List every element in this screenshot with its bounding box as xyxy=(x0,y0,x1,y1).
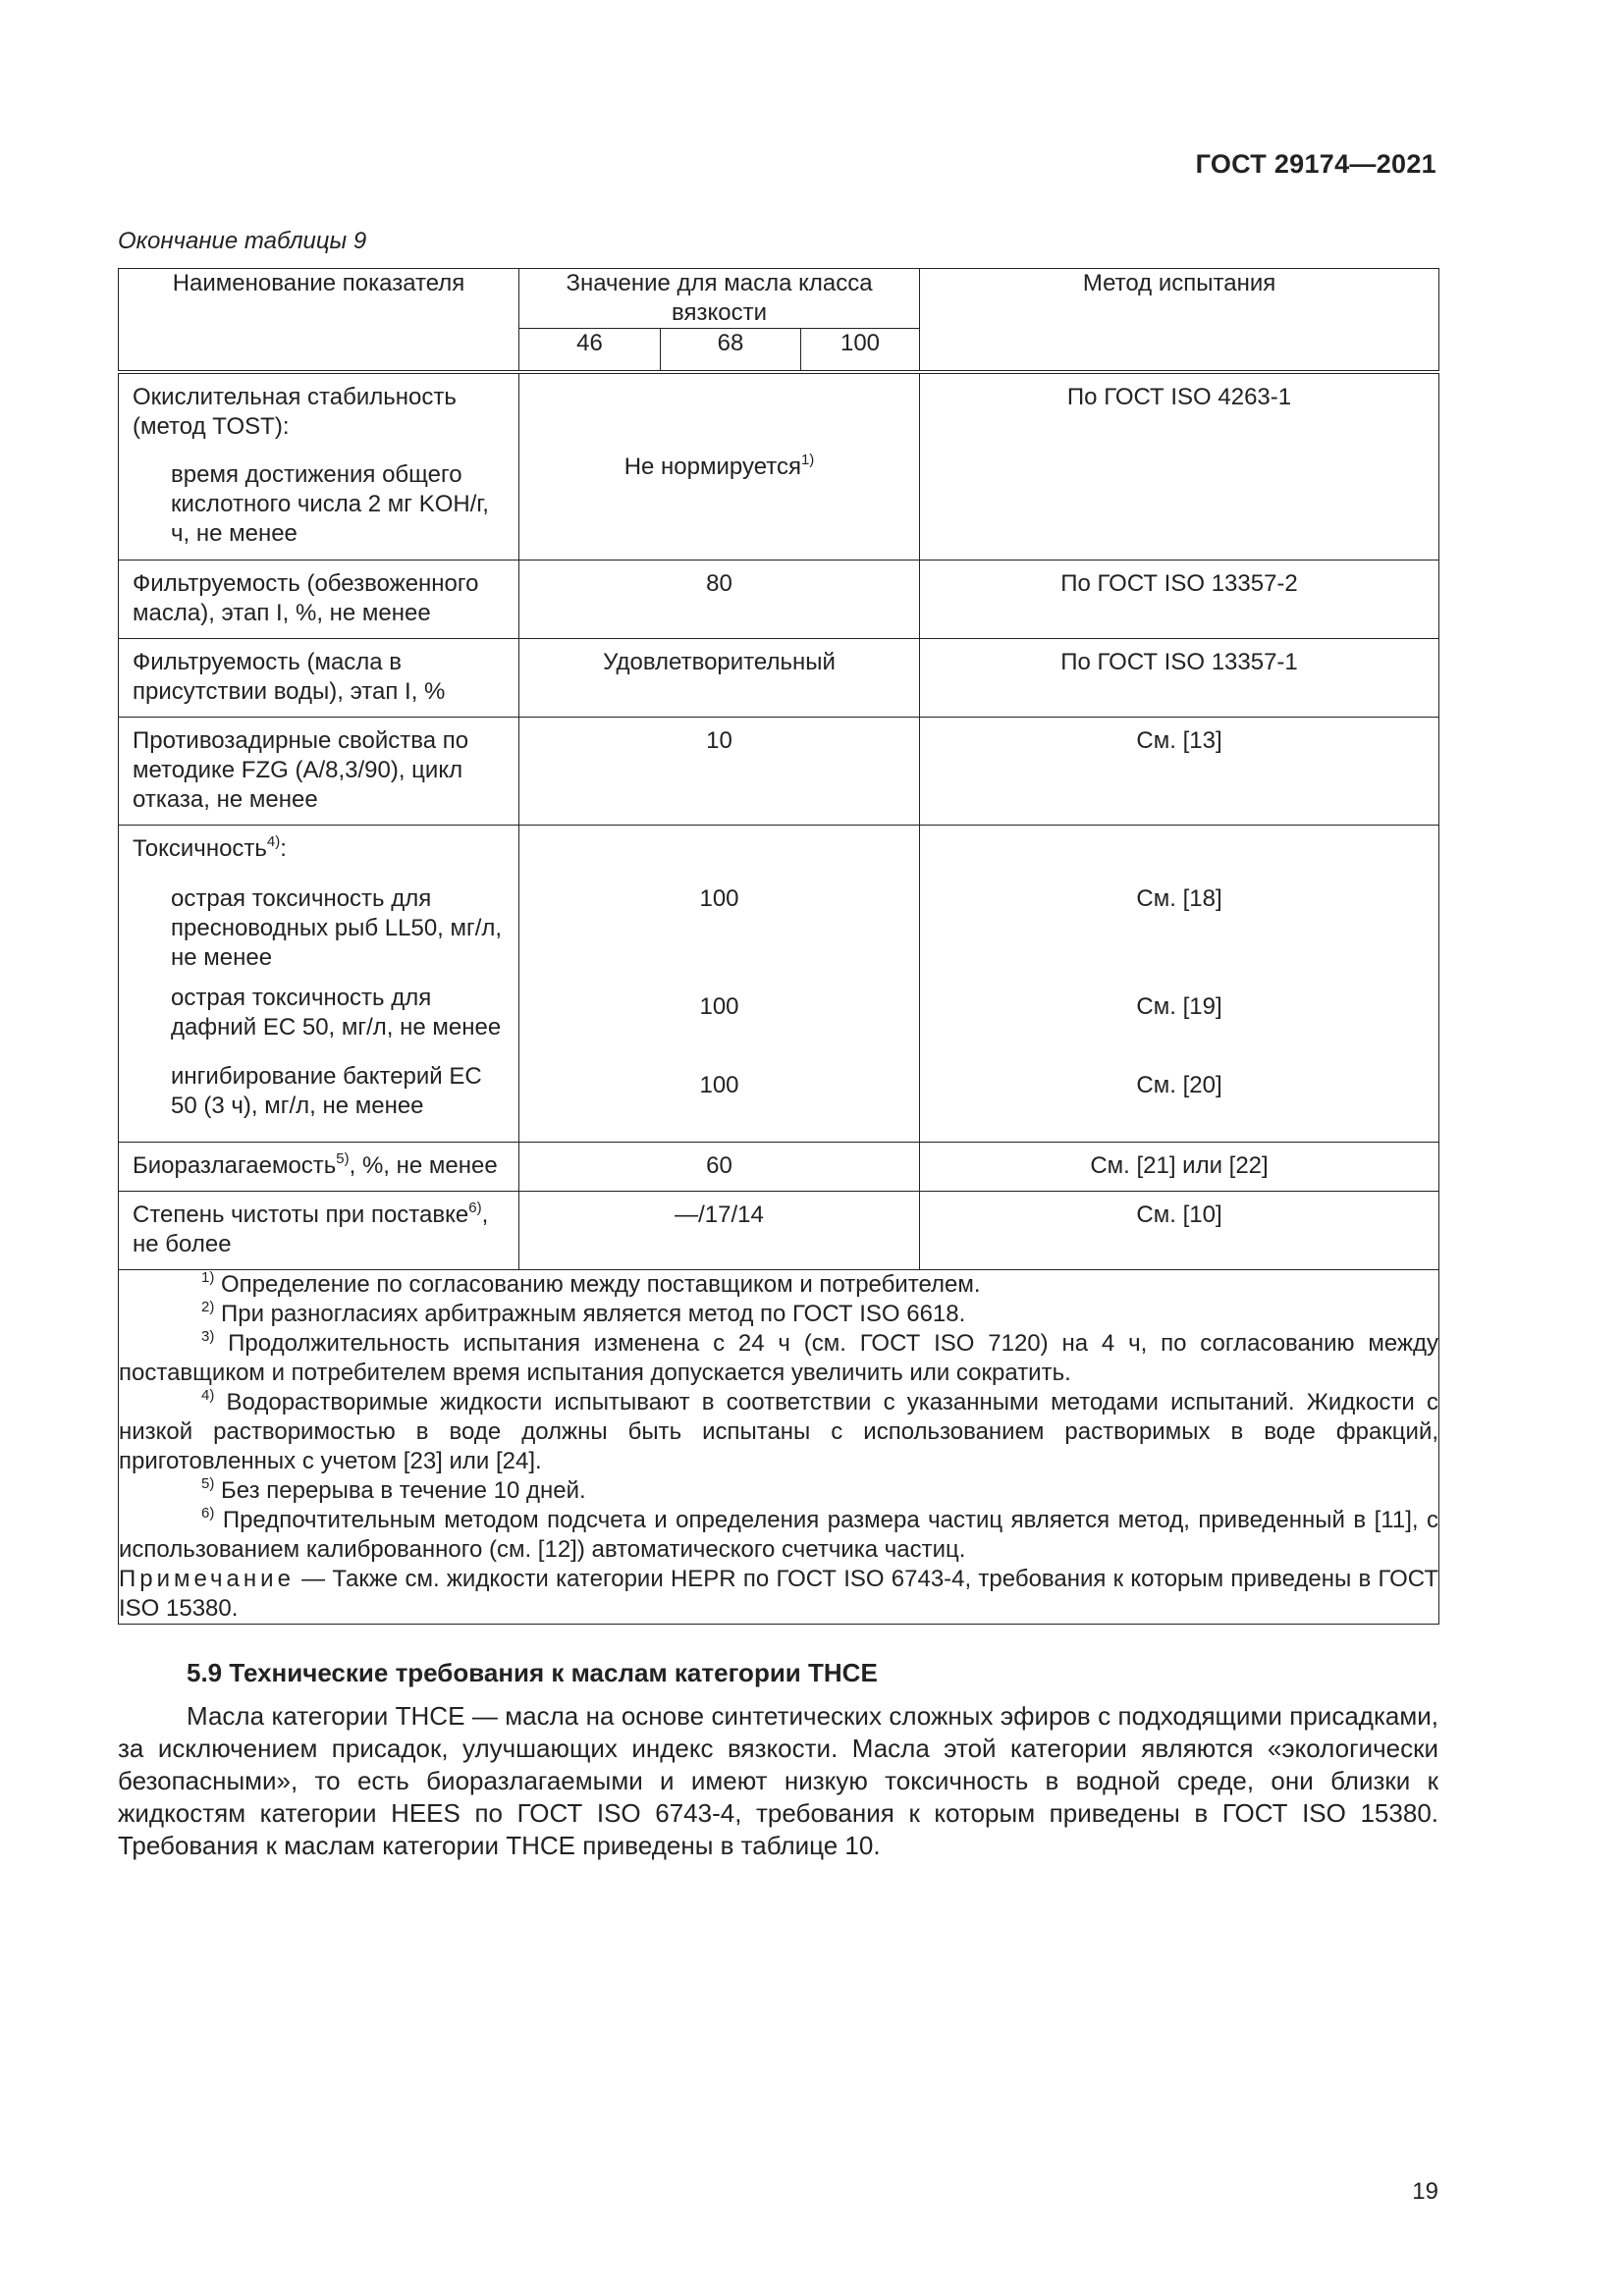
toxicity-fish-method: См. [18] xyxy=(1136,884,1222,912)
toxicity-daphnia-name: острая токсичность для дафний EC 50, мг/л, не менее xyxy=(171,984,502,1041)
footnote-5 xyxy=(119,1476,1438,1506)
page-number: 19 xyxy=(1412,2178,1438,2205)
section-title: 5.9 Технические требования к маслам категории THCE xyxy=(187,1658,878,1687)
footnote-text: Водорастворимые жидкости испытывают в соответствии с указанными методами испытаний. Жидкости с низкой растворимостью в воде должны быть испытаны с использованием растворимых в воде фракций, приготовленных с учетом [23] или [24]. xyxy=(119,1388,1439,1474)
footnote-4 xyxy=(119,1388,1438,1476)
footnote-text: Определение по согласованию между поставщиком и потребителем. xyxy=(214,1270,981,1298)
toxicity-daphnia-value: 100 xyxy=(699,992,739,1020)
row-name xyxy=(119,825,519,1142)
toxicity-fish-name: острая токсичность для пресноводных рыб LL50, мг/л, не менее xyxy=(171,884,503,971)
footnote-text: Предпочтительным методом подсчета и определения размера частиц является метод, приведенный в [11], с использованием калиброванного (см. [12]) автоматического счетчика частиц. xyxy=(119,1506,1439,1563)
row-method: См. [10] xyxy=(920,1191,1439,1269)
table-note xyxy=(119,1565,1438,1624)
footnote-text: Продолжительность испытания изменена с 24 ч (см. ГОСТ ISO 7120) на 4 ч, по согласованию между поставщиком и потребителем время испытания допускается увеличить или сократить. xyxy=(119,1329,1439,1386)
row-method: По ГОСТ ISO 13357-2 xyxy=(920,560,1439,638)
table-header xyxy=(119,269,1439,373)
header-indicator-name: Наименование показателя xyxy=(119,269,519,373)
footnote-1 xyxy=(119,1270,1438,1300)
table-footnotes xyxy=(119,1269,1439,1624)
header-viscosity-100: 100 xyxy=(801,329,920,373)
section-paragraph: Масла категории THCE — масла на основе синтетических сложных эфиров с подходящими присадками, за исключением присадок, улучшающих индекс вязкости. Масла этой категории являются «экологически безопасными», то есть биоразлагаемыми и имеют низкую токсичность в водной среде, они близки к жидкостям категории HEES по ГОСТ ISO 6743-4, требования к которым приведены в ГОСТ ISO 15380. Требования к маслам категории THCE приведены в таблице 10. xyxy=(118,1701,1438,1860)
table-footnotes-row xyxy=(119,1269,1439,1624)
table-row-antiwear xyxy=(119,717,1439,825)
header-value-group: Значение для масла класса вязкости xyxy=(519,269,920,329)
oxidation-subname: время достижения общего кислотного числа 2 мг KOH/г, ч, не менее xyxy=(171,461,489,547)
biodeg-name: Биоразлагаемость xyxy=(133,1151,337,1179)
table-row-toxicity xyxy=(119,825,1439,1142)
row-name: Фильтруемость (масла в присутствии воды), этап I, % xyxy=(119,638,519,717)
document-code: ГОСТ 29174—2021 xyxy=(1195,149,1436,179)
footnote-mark: 4) xyxy=(201,1386,215,1404)
row-method: См. [21] или [22] xyxy=(920,1142,1439,1191)
table-row-oxidation xyxy=(119,372,1439,560)
table-row-filterability-dry xyxy=(119,560,1439,638)
table-row-biodegradability xyxy=(119,1142,1439,1191)
toxicity-name: Токсичность xyxy=(133,834,267,862)
table-caption: Окончание таблицы 9 xyxy=(118,228,367,254)
purity-suffix: , не более xyxy=(133,1201,489,1257)
toxicity-bacteria-method: См. [20] xyxy=(1136,1071,1222,1098)
note-label: Примечание xyxy=(119,1565,295,1592)
footnote-ref: 5) xyxy=(336,1149,350,1167)
footnote-mark: 1) xyxy=(201,1268,215,1286)
purity-name: Степень чистоты при поставке xyxy=(133,1201,469,1228)
row-name xyxy=(119,1191,519,1269)
footnote-ref: 1) xyxy=(800,451,815,468)
biodeg-suffix: , %, не менее xyxy=(349,1151,498,1179)
row-value: 60 xyxy=(519,1142,920,1191)
row-method: По ГОСТ ISO 13357-1 xyxy=(920,638,1439,717)
header-viscosity-68: 68 xyxy=(661,329,801,373)
toxicity-suffix: : xyxy=(280,834,287,862)
footnote-3 xyxy=(119,1329,1438,1388)
row-method: По ГОСТ ISO 4263-1 xyxy=(920,372,1439,560)
row-value: —/17/14 xyxy=(519,1191,920,1269)
row-name: Фильтруемость (обезвоженного масла), этап I, %, не менее xyxy=(119,560,519,638)
note-text: — Также см. жидкости категории HEPR по ГОСТ ISO 6743-4, требования к которым приведены в ГОСТ ISO 15380. xyxy=(119,1565,1439,1622)
requirements-table xyxy=(118,268,1439,1625)
toxicity-bacteria-value: 100 xyxy=(699,1071,739,1098)
oxidation-name: Окислительная стабильность (метод TOST): xyxy=(133,384,457,440)
header-test-method: Метод испытания xyxy=(920,269,1439,373)
footnote-text: При разногласиях арбитражным является метод по ГОСТ ISO 6618. xyxy=(214,1300,966,1327)
row-name: Противозадирные свойства по методике FZG (A/8,3/90), цикл отказа, не менее xyxy=(119,717,519,825)
row-name xyxy=(119,372,519,560)
oxidation-value: Не нормируется xyxy=(623,453,801,480)
row-method: См. [13] xyxy=(920,717,1439,825)
row-value: Удовлетворительный xyxy=(519,638,920,717)
header-viscosity-46: 46 xyxy=(519,329,661,373)
footnote-mark: 2) xyxy=(201,1298,215,1315)
footnote-mark: 3) xyxy=(201,1327,215,1345)
row-value xyxy=(519,825,920,1142)
footnote-ref: 4) xyxy=(266,832,281,850)
row-name xyxy=(119,1142,519,1191)
toxicity-fish-value: 100 xyxy=(699,884,739,912)
footnote-2 xyxy=(119,1300,1438,1329)
row-value: 10 xyxy=(519,717,920,825)
footnote-mark: 6) xyxy=(201,1504,215,1522)
toxicity-bacteria-name: ингибирование бактерий EC 50 (3 ч), мг/л, не менее xyxy=(171,1062,482,1119)
row-method xyxy=(920,825,1439,1142)
footnote-text: Без перерыва в течение 10 дней. xyxy=(214,1476,586,1504)
table-row-filterability-wet xyxy=(119,638,1439,717)
table-row-purity xyxy=(119,1191,1439,1269)
footnote-mark: 5) xyxy=(201,1474,215,1492)
footnote-ref: 6) xyxy=(468,1199,482,1216)
row-value: 80 xyxy=(519,560,920,638)
footnote-6 xyxy=(119,1506,1438,1565)
toxicity-daphnia-method: См. [19] xyxy=(1136,992,1222,1020)
row-value xyxy=(519,372,920,560)
